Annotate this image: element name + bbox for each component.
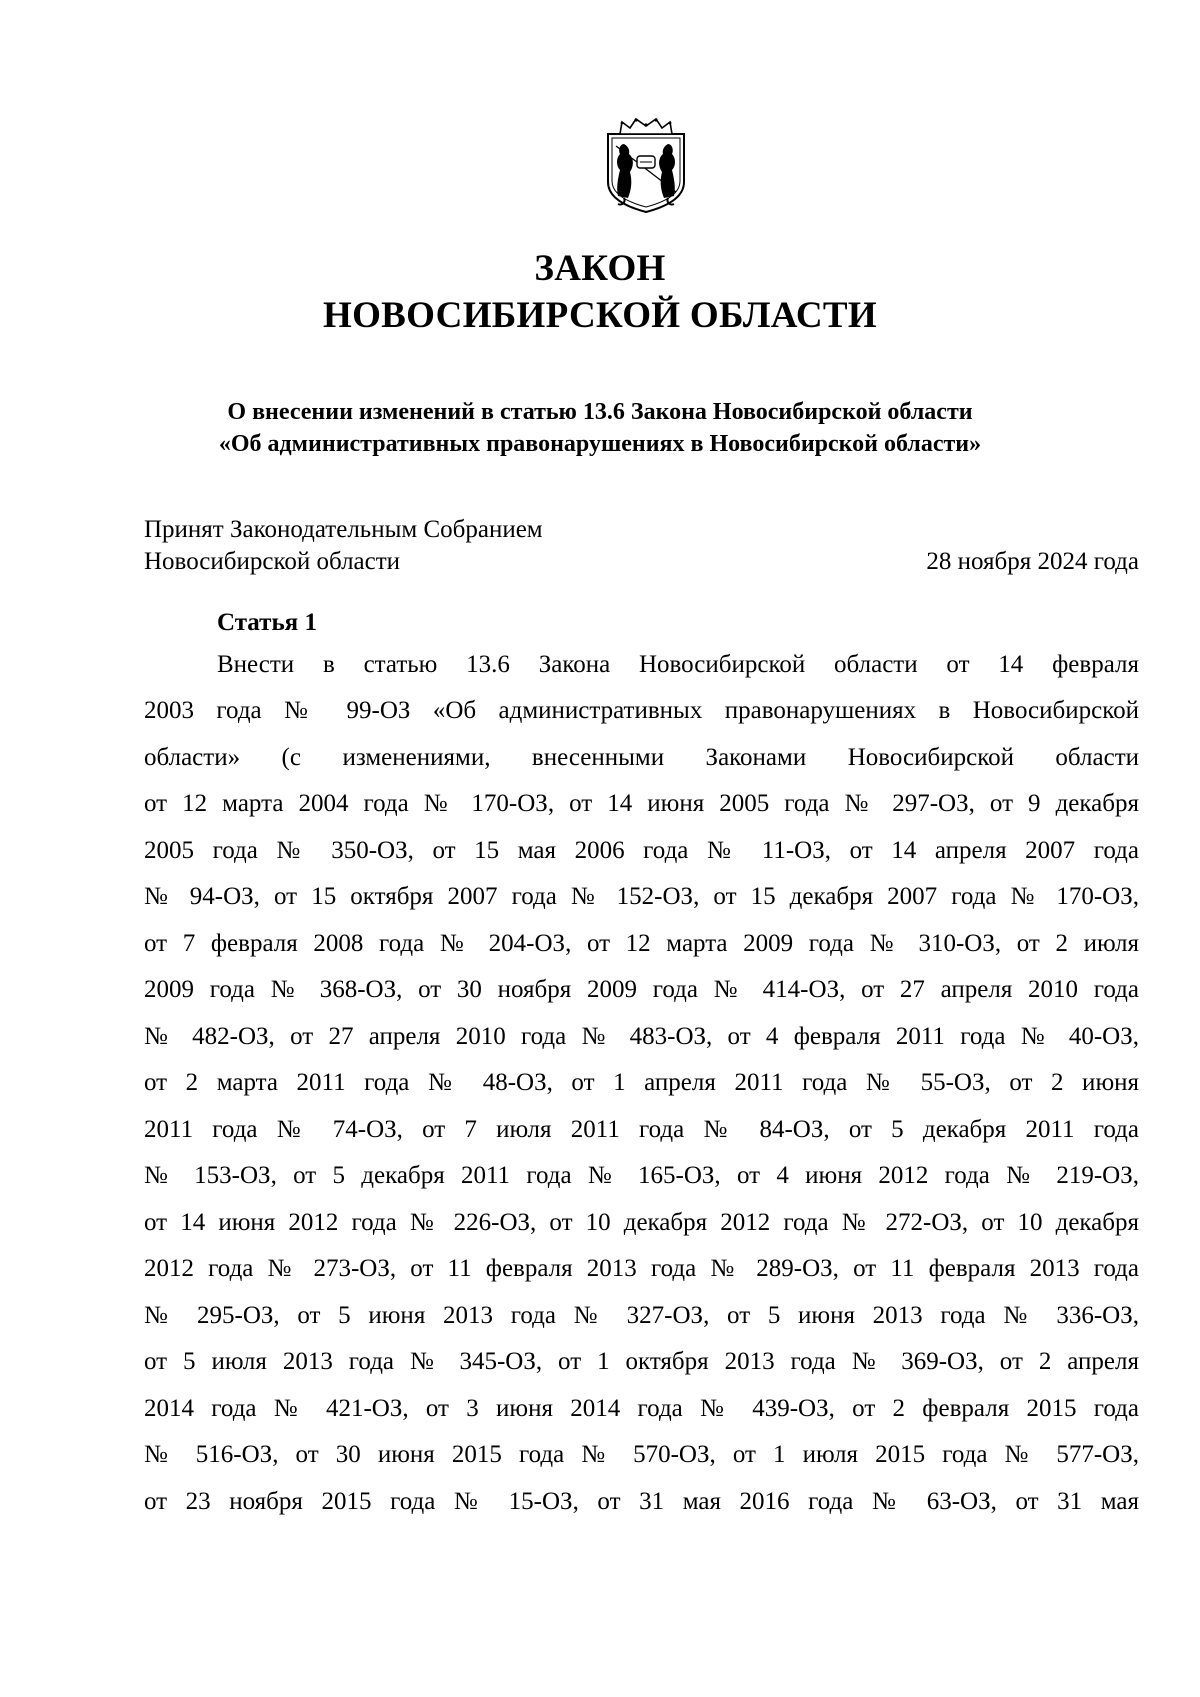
- article-text-line: № 153-ОЗ, от 5 декабря 2011 года № 165-ОЗ, от 4 июня 2012 года № 219-ОЗ,: [144, 1162, 1139, 1189]
- article-text-line: области» (с изменениями, внесенными Законами Новосибирской области: [144, 744, 1139, 771]
- document-title-line-2: НОВОСИБИРСКОЙ ОБЛАСТИ: [323, 295, 877, 336]
- article-text-line: от 23 ноября 2015 года № 15-ОЗ, от 31 мая 2016 года № 63-ОЗ, от 31 мая: [144, 1488, 1139, 1515]
- article-heading: Статья 1: [217, 609, 317, 636]
- adoption-date: 28 ноября 2024 года: [926, 548, 1139, 575]
- adoption-body-line-2: Новосибирской области: [144, 548, 401, 575]
- article-text-line: № 516-ОЗ, от 30 июня 2015 года № 570-ОЗ, от 1 июля 2015 года № 577-ОЗ,: [144, 1441, 1139, 1468]
- article-text-line: 2014 года № 421-ОЗ, от 3 июня 2014 года № 439-ОЗ, от 2 февраля 2015 года: [144, 1395, 1139, 1422]
- article-text-line: от 7 февраля 2008 года № 204-ОЗ, от 12 марта 2009 года № 310-ОЗ, от 2 июля: [144, 930, 1139, 957]
- coat-of-arms-icon: [602, 116, 690, 216]
- law-subject-line-1: О внесении изменений в статью 13.6 Закона Новосибирской области: [227, 399, 973, 425]
- article-text-line: 2003 года № 99-ОЗ «Об административных правонарушениях в Новосибирской: [144, 697, 1139, 724]
- article-text-line: № 94-ОЗ, от 15 октября 2007 года № 152-ОЗ, от 15 декабря 2007 года № 170-ОЗ,: [144, 883, 1139, 910]
- document-title-line-1: ЗАКОН: [534, 248, 666, 289]
- article-text-line: № 482-ОЗ, от 27 апреля 2010 года № 483-ОЗ, от 4 февраля 2011 года № 40-ОЗ,: [144, 1023, 1139, 1050]
- article-text-line: 2009 года № 368-ОЗ, от 30 ноября 2009 года № 414-ОЗ, от 27 апреля 2010 года: [144, 976, 1139, 1003]
- article-text-line: от 14 июня 2012 года № 226-ОЗ, от 10 декабря 2012 года № 272-ОЗ, от 10 декабря: [144, 1209, 1139, 1236]
- article-text-line: 2012 года № 273-ОЗ, от 11 февраля 2013 года № 289-ОЗ, от 11 февраля 2013 года: [144, 1255, 1139, 1282]
- article-text-line: № 295-ОЗ, от 5 июня 2013 года № 327-ОЗ, от 5 июня 2013 года № 336-ОЗ,: [144, 1302, 1139, 1329]
- law-subject-line-2: «Об административных правонарушениях в Новосибирской области»: [218, 431, 982, 457]
- article-text-line: от 5 июля 2013 года № 345-ОЗ, от 1 октября 2013 года № 369-ОЗ, от 2 апреля: [144, 1348, 1139, 1375]
- article-text-line: 2011 года № 74-ОЗ, от 7 июля 2011 года № 84-ОЗ, от 5 декабря 2011 года: [144, 1116, 1139, 1143]
- article-text-line: 2005 года № 350-ОЗ, от 15 мая 2006 года № 11-ОЗ, от 14 апреля 2007 года: [144, 837, 1139, 864]
- article-text-line: от 2 марта 2011 года № 48-ОЗ, от 1 апреля 2011 года № 55-ОЗ, от 2 июня: [144, 1069, 1139, 1096]
- article-text-line: Внести в статью 13.6 Закона Новосибирской области от 14 февраля: [217, 651, 1139, 678]
- article-text-line: от 12 марта 2004 года № 170-ОЗ, от 14 июня 2005 года № 297-ОЗ, от 9 декабря: [144, 790, 1139, 817]
- adoption-body-line-1: Принят Законодательным Собранием: [144, 516, 543, 543]
